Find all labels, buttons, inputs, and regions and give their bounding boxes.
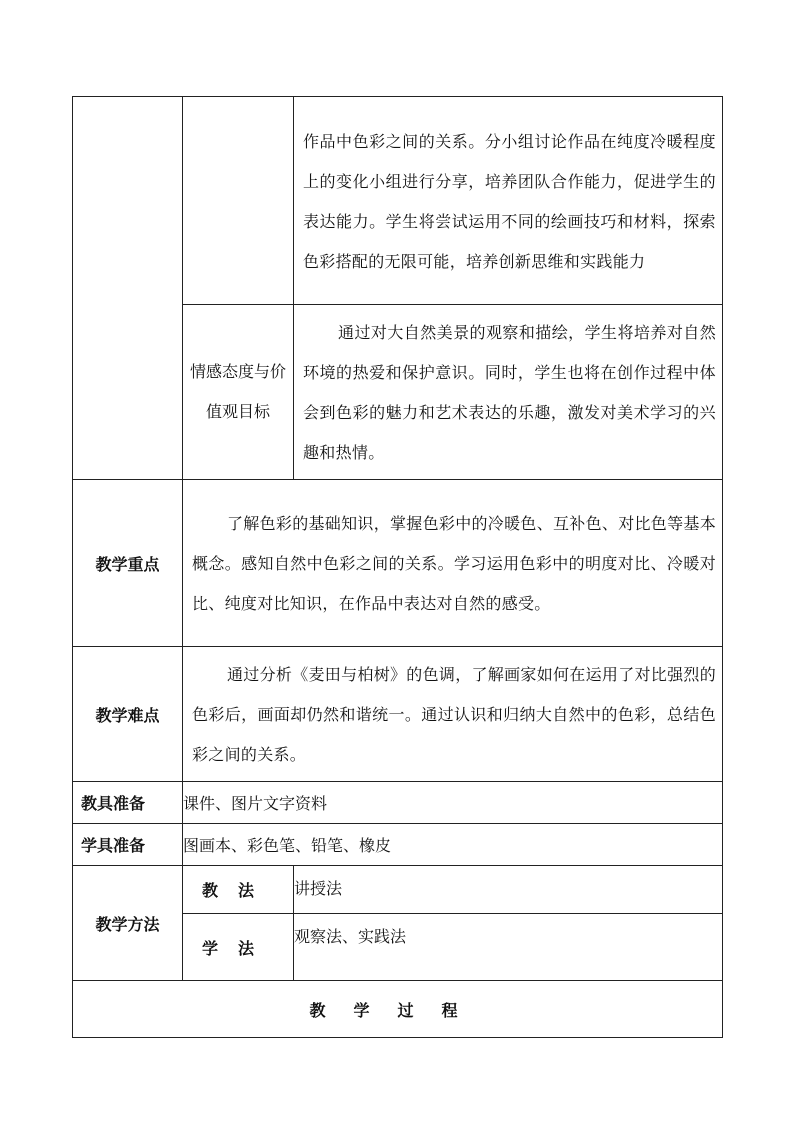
teach-method-value: 讲授法 [294, 866, 723, 914]
difficulties-text-cell [183, 647, 723, 782]
key-points-label: 教学重点 [73, 480, 183, 647]
goal-category-cell [73, 97, 183, 480]
difficulties-label: 教学难点 [73, 647, 183, 782]
key-points-text: 了解色彩的基础知识，掌握色彩中的冷暖色、互补色、对比色等基本概念。感知自然中色彩之间的关系。学习运用色彩中的明度对比、冷暖对比、纯度对比知识，在作品中表达对自然的感受。 [192, 514, 717, 613]
key-points-text-cell [183, 480, 723, 647]
continued-goal-text: 作品中色彩之间的关系。分小组讨论作品在纯度冷暖程度上的变化小组进行分享，培养团队合作能力，促进学生的表达能力。学生将尝试运用不同的绘画技巧和材料，探索色彩搭配的无限可能，培养创新思维和实践能力 [294, 97, 723, 305]
emotion-goal-label: 情感态度与价值观目标 [189, 362, 286, 421]
teacher-tools-text: 课件、图片文字资料 [183, 782, 723, 824]
lesson-plan-table [72, 96, 723, 1038]
process-title-row [73, 981, 723, 1038]
difficulties-row [73, 647, 723, 782]
student-tools-text: 图画本、彩色笔、铅笔、橡皮 [183, 824, 723, 866]
teach-method-label-cell [183, 866, 294, 914]
emotion-goal-label-cell [183, 305, 294, 480]
continued-goal-label-cell [183, 97, 294, 305]
emotion-goal-text: 通过对大自然美景的观察和描绘，学生将培养对自然环境的热爱和保护意识。同时，学生也将在创作过程中体会到色彩的魅力和艺术表达的乐趣，激发对美术学习的兴趣和热情。 [303, 323, 716, 462]
difficulties-text: 通过分析《麦田与柏树》的色调，了解画家如何在运用了对比强烈的色彩后，画面却仍然和谐统一。通过认识和归纳大自然中的色彩，总结色彩之间的关系。 [192, 665, 717, 764]
learn-method-label: 学法 [201, 938, 274, 958]
student-tools-row [73, 824, 723, 866]
emotion-goal-text-cell [294, 305, 723, 480]
continued-goal-row [73, 97, 723, 305]
learn-method-label-cell [183, 914, 294, 981]
student-tools-label: 学具准备 [73, 824, 183, 866]
teacher-tools-label: 教具准备 [73, 782, 183, 824]
learn-method-value: 观察法、实践法 [294, 914, 723, 981]
methods-label: 教学方法 [73, 866, 183, 981]
process-title: 教学过程 [73, 981, 723, 1038]
teacher-tools-row [73, 782, 723, 824]
teach-method-row [73, 866, 723, 914]
teach-method-label: 教法 [201, 881, 274, 900]
key-points-row [73, 480, 723, 647]
